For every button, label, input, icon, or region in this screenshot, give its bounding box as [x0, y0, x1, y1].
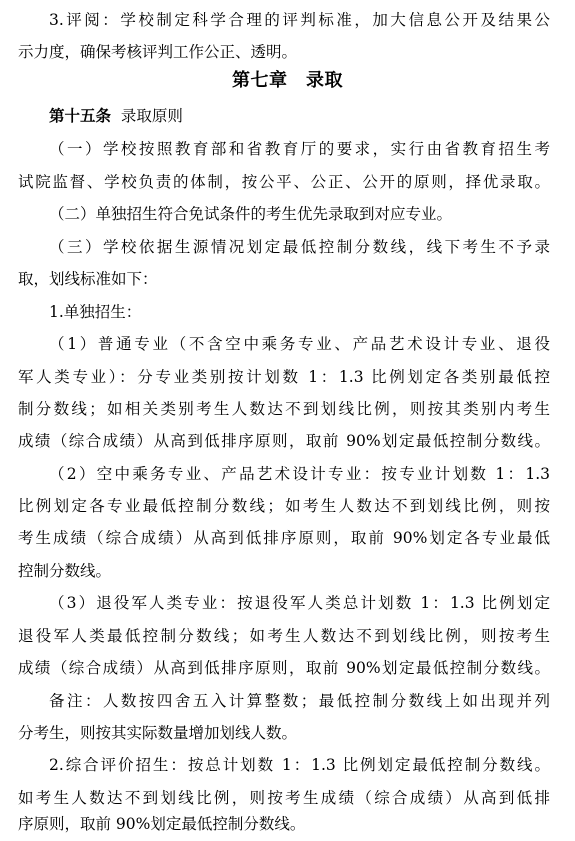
item-2-line: （2）空中乘务专业、产品艺术设计专业：按专业计划数 1：1.3: [49, 465, 550, 483]
item-1-line: （1）普通专业（不含空中乘务专业、产品艺术设计专业、退役: [49, 335, 550, 353]
article-label: 第十五条: [49, 107, 112, 125]
item-1-line: 成绩（综合成绩）从高到低排序原则，取前 90%划定最低控制分数线。: [18, 432, 550, 450]
item-3-line: （3）退役军人类专业：按退役军人类总计划数 1：1.3 比例划定: [49, 594, 550, 612]
paragraph-1-line: 试院监督、学校负责的体制，按公平、公正、公开的原则，择优录取。: [18, 173, 550, 191]
paragraph-evaluation-line: 3.评阅：学校制定科学合理的评判标准，加大信息公开及结果公: [49, 11, 550, 29]
item-3-line: 成绩（综合成绩）从高到低排序原则，取前 90%划定最低控制分数线。: [18, 659, 550, 677]
paragraph-1-line: （一）学校按照教育部和省教育厅的要求，实行由省教育招生考: [49, 140, 550, 158]
note-line: 分考生，则按其实际数量增加划线人数。: [18, 724, 298, 742]
item-1-line: 军人类专业）：分专业类别按计划数 1：1.3 比例划定各类别最低控: [18, 368, 550, 386]
subsection-2-line: 如考生人数达不到划线比例，则按考生成绩（综合成绩）从高到低排: [18, 789, 550, 807]
item-3-line: 退役军人类最低控制分数线；如考生人数达不到划线比例，则按考生: [18, 627, 550, 645]
paragraph-2-line: （二）单独招生符合免试条件的考生优先录取到对应专业。: [49, 205, 453, 223]
item-2-line: 考生成绩（综合成绩）从高到低排序原则，取前 90%划定各专业最低: [18, 529, 550, 547]
note-line: 备注：人数按四舍五入计算整数；最低控制分数线上如出现并列: [49, 692, 550, 710]
item-1-line: 制分数线；如相关类别考生人数达不到划线比例，则按其类别内考生: [18, 400, 550, 418]
subsection-1-heading: 1.单独招生：: [49, 303, 142, 321]
paragraph-evaluation-line: 示力度，确保考核评判工作公正、透明。: [18, 43, 298, 61]
item-2-line: 比例划定各专业最低控制分数线；如考生人数达不到划线比例，则按: [18, 497, 550, 515]
subsection-2-line: 序原则，取前 90%划定最低控制分数线。: [18, 815, 306, 833]
subsection-2-line: 2.综合评价招生：按总计划数 1：1.3 比例划定最低控制分数线。: [49, 756, 550, 774]
item-2-line: 控制分数线。: [18, 562, 112, 580]
article-heading: [49, 100, 549, 132]
article-title: 录取原则: [120, 107, 183, 125]
paragraph-3-line: 取，划线标准如下：: [18, 270, 158, 288]
chapter-heading: 第七章 录取: [232, 70, 343, 91]
paragraph-3-line: （三）学校依据生源情况划定最低控制分数线，线下考生不予录: [49, 238, 550, 256]
